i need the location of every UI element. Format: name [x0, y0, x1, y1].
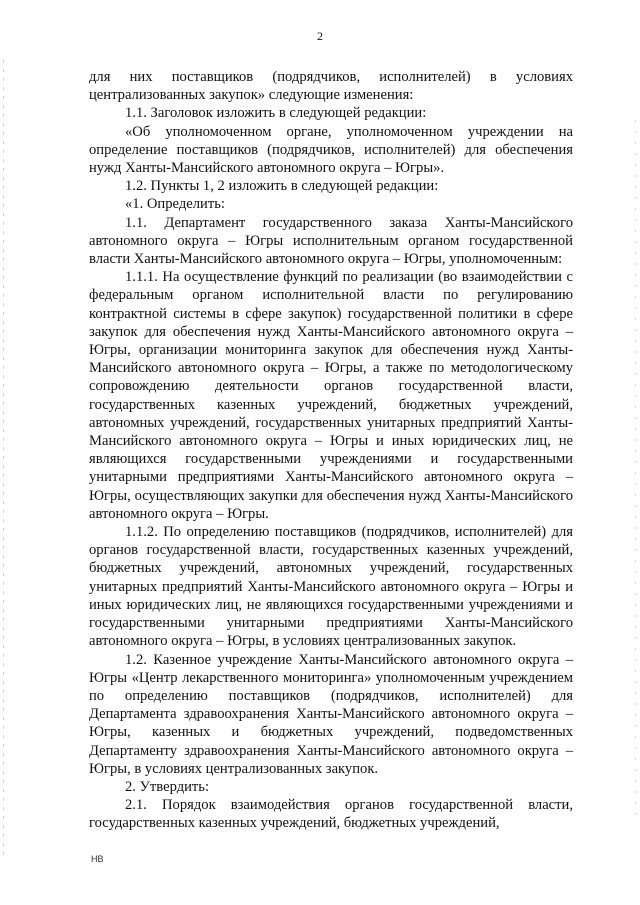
scan-edge-left: [3, 60, 4, 860]
paragraph-1-1: 1.1. Заголовок изложить в следующей редакции:: [125, 105, 427, 122]
paragraph-point-2-1: 2.1. Порядок взаимодействия органов государственной власти, государственных казенных учреждений, бюджетных учреждений,: [89, 797, 573, 832]
paragraph-new-title: «Об уполномоченном органе, уполномоченном учреждении на определение поставщиков (подрядчиков, исполнителей) для обеспечения нужд Ханты-Мансийского автономного округа – Югры».: [89, 123, 573, 177]
footer-initials: НВ: [91, 854, 104, 864]
document-body: [89, 68, 573, 833]
paragraph-1-2: 1.2. Пункты 1, 2 изложить в следующей редакции:: [125, 178, 439, 195]
paragraph-point-1-1-1: 1.1.1. На осуществление функций по реализации (во взаимодействии с федеральным органом исполнительной власти по регулированию контрактной системы в сфере закупок) государственной политики в сфере закупок для обеспечения нужд Ханты-Мансийского автономного округа – Югры, организации мониторинга закупок для обеспечения нужд Ханты-Мансийского автономного округа – Югры, а также по методологическому сопровождению деятельности органов государственной власти, государственных казенных учреждений, бюджетных учреждений, автономных учреждений, государственных унитарных предприятий Ханты-Мансийского автономного округа – Югры и иных юридических лиц, не являющихся государственными учреждениями и государственными унитарными предприятиями Ханты-Мансийского автономного округа – Югры, осуществляющих закупки для обеспечения нужд Ханты-Мансийского автономного округа – Югры.: [89, 269, 573, 522]
paragraph-point-1: «1. Определить:: [125, 196, 225, 213]
paragraph-point-1-1-2: 1.1.2. По определению поставщиков (подрядчиков, исполнителей) для органов государственной власти, государственных казенных учреждений, бюджетных учреждений, автономных учреждений, государственных унитарных предприятий Ханты-Мансийского автономного округа – Югры и иных юридических лиц, не являющихся государственными учреждениями и государственными унитарными предприятиями Ханты-Мансийского автономного округа – Югры, в условиях централизованных закупок.: [89, 524, 573, 650]
paragraph-intro-continuation: для них поставщиков (подрядчиков, исполнителей) в условиях централизованных закупок» следующие изменения:: [89, 69, 573, 104]
paragraph-point-1-2: 1.2. Казенное учреждение Ханты-Мансийского автономного округа – Югры «Центр лекарственного мониторинга» уполномоченным учреждением по определению поставщиков (подрядчиков, исполнителей) для Департамента здравоохранения Ханты-Мансийского автономного округа – Югры, казенных и бюджетных учреждений, подведомственных Департаменту здравоохранения Ханты-Мансийского автономного округа – Югры, в условиях централизованных закупок.: [89, 651, 573, 777]
scan-edge-right: [635, 120, 636, 820]
paragraph-point-2: 2. Утвердить:: [125, 778, 210, 795]
paragraph-point-1-1: 1.1. Департамент государственного заказа Ханты-Мансийского автономного округа – Югры исполнительным органом государственной власти Ханты-Мансийского автономного округа – Югры, уполномоченным:: [89, 214, 573, 268]
page-number: 2: [317, 29, 323, 43]
